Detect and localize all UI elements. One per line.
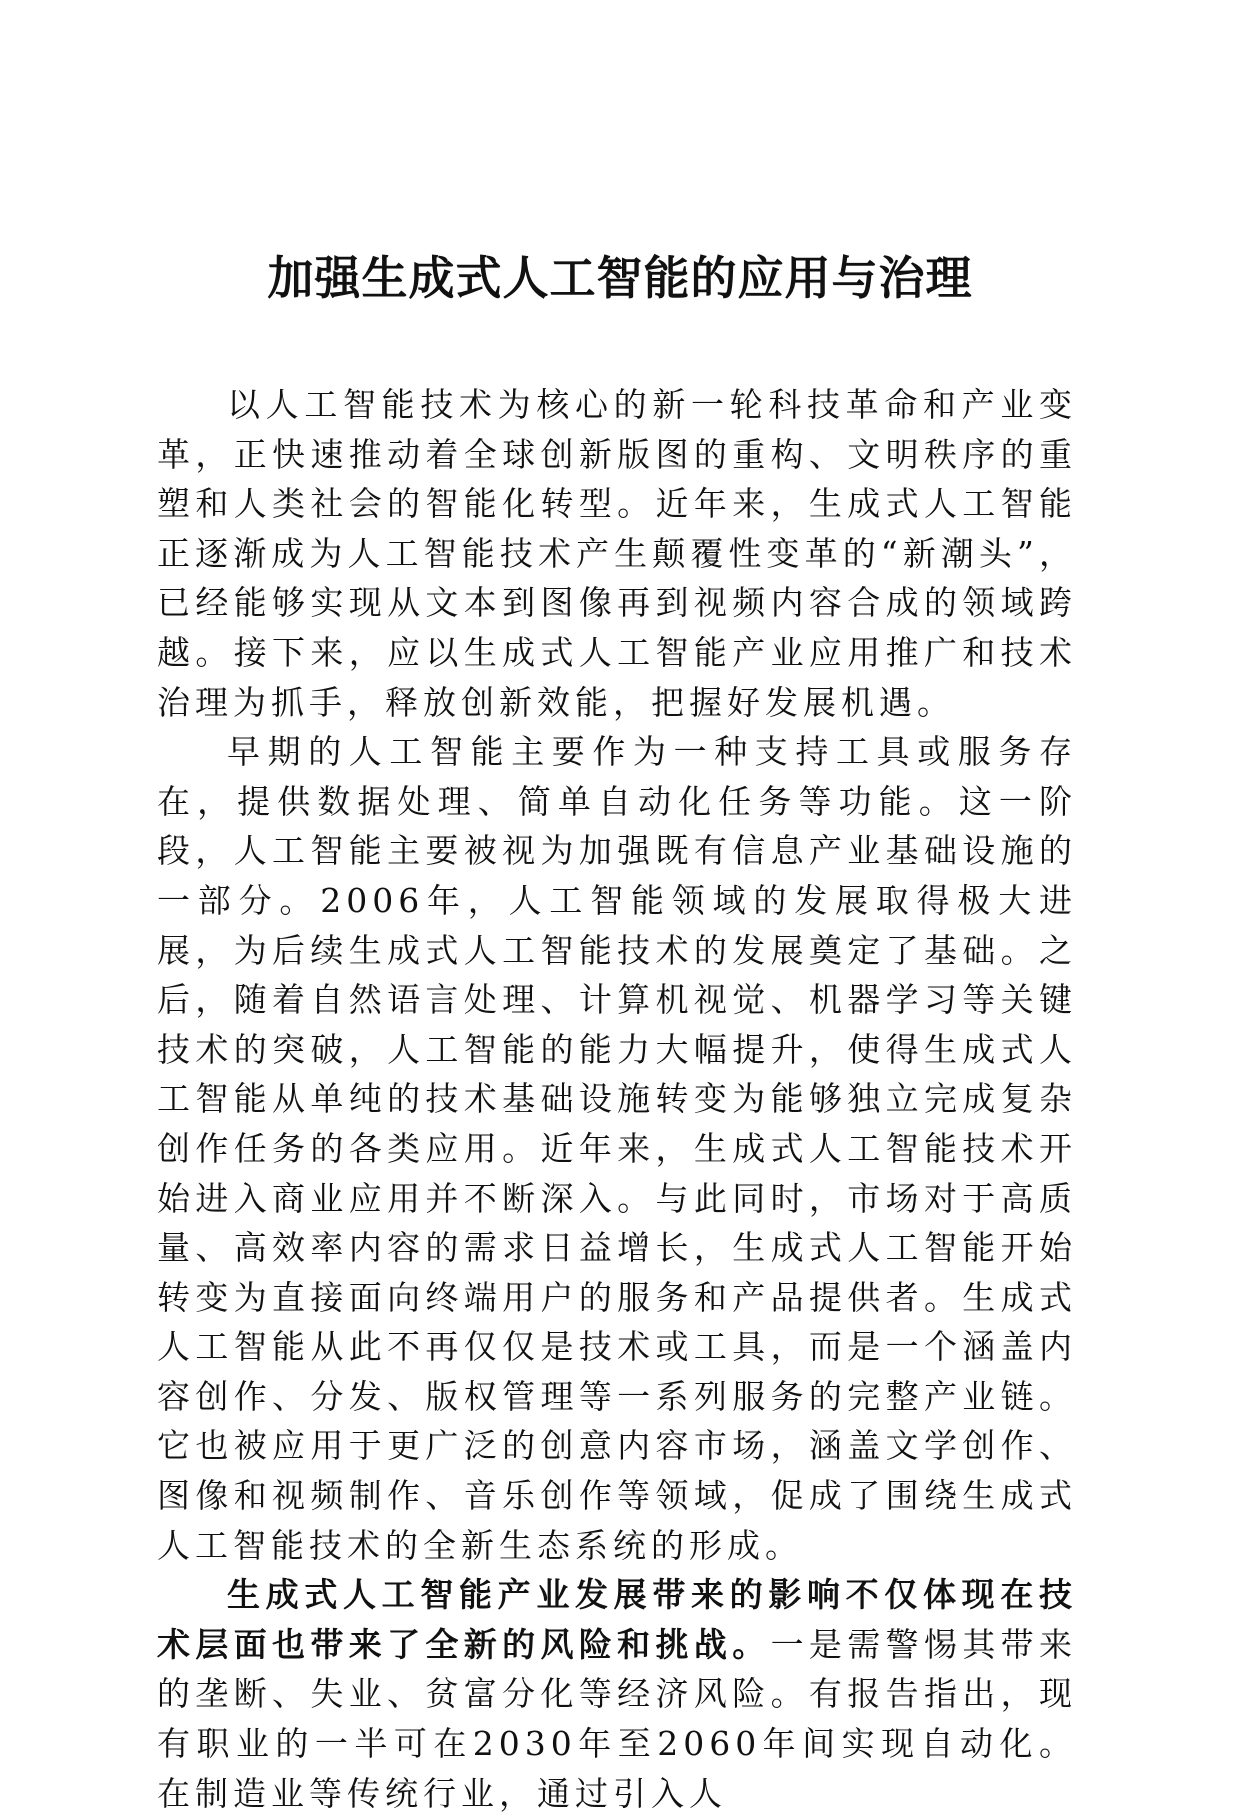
paragraph-2-text: 早期的人工智能主要作为一种支持工具或服务存在，提供数据处理、简单自动化任务等功能。这一阶段，人工智能主要被视为加强既有信息产业基础设施的一部分。2006年，人工智能领域的发展取得极大进展，为后续生成式人工智能技术的发展奠定了基础。之后，随着自然语言处理、计算机视觉、机器学习等关键技术的突破，人工智能的能力大幅提升，使得生成式人工智能从单纯的技术基础设施转变为能够独立完成复杂创作任务的各类应用。近年来，生成式人工智能技术开始进入商业应用并不断深入。与此同时，市场对于高质量、高效率内容的需求日益增长，生成式人工智能开始转变为直接面向终端用户的服务和产品提供者。生成式人工智能从此不再仅仅是技术或工具，而是一个涵盖内容创作、分发、版权管理等一系列服务的完整产业链。它也被应用于更广泛的创意内容市场，涵盖文学创作、图像和视频制作、音乐创作等领域，促成了围绕生成式人工智能技术的全新生态系统的形成。 (157, 732, 1077, 1565)
paragraph-1-text: 以人工智能技术为核心的新一轮科技革命和产业变革，正快速推动着全球创新版图的重构、文明秩序的重塑和人类社会的智能化转型。近年来，生成式人工智能正逐渐成为人工智能技术产生颠覆性变革的“新潮头”，已经能够实现从文本到图像再到视频内容合成的领域跨越。接下来，应以生成式人工智能产业应用推广和技术治理为抓手，释放创新效能，把握好发展机遇。 (157, 385, 1077, 722)
paragraph-2 (157, 727, 1077, 1570)
paragraph-1 (157, 380, 1077, 727)
paragraph-3-bold-lead: 生成式人工智能产业发展带来的影响不仅体现在技术层面也带来了全新的风险和挑战。 (157, 1575, 1077, 1664)
document-body (157, 380, 1077, 1818)
paragraph-3 (157, 1570, 1077, 1818)
paragraph-3-text: 一是需警惕其带来的垄断、失业、贫富分化等经济风险。有报告指出，现有职业的一半可在2030年至2060年间实现自动化。在制造业等传统行业，通过引入人 (157, 1624, 1078, 1813)
document-title: 加强生成式人工智能的应用与治理 (267, 251, 973, 305)
